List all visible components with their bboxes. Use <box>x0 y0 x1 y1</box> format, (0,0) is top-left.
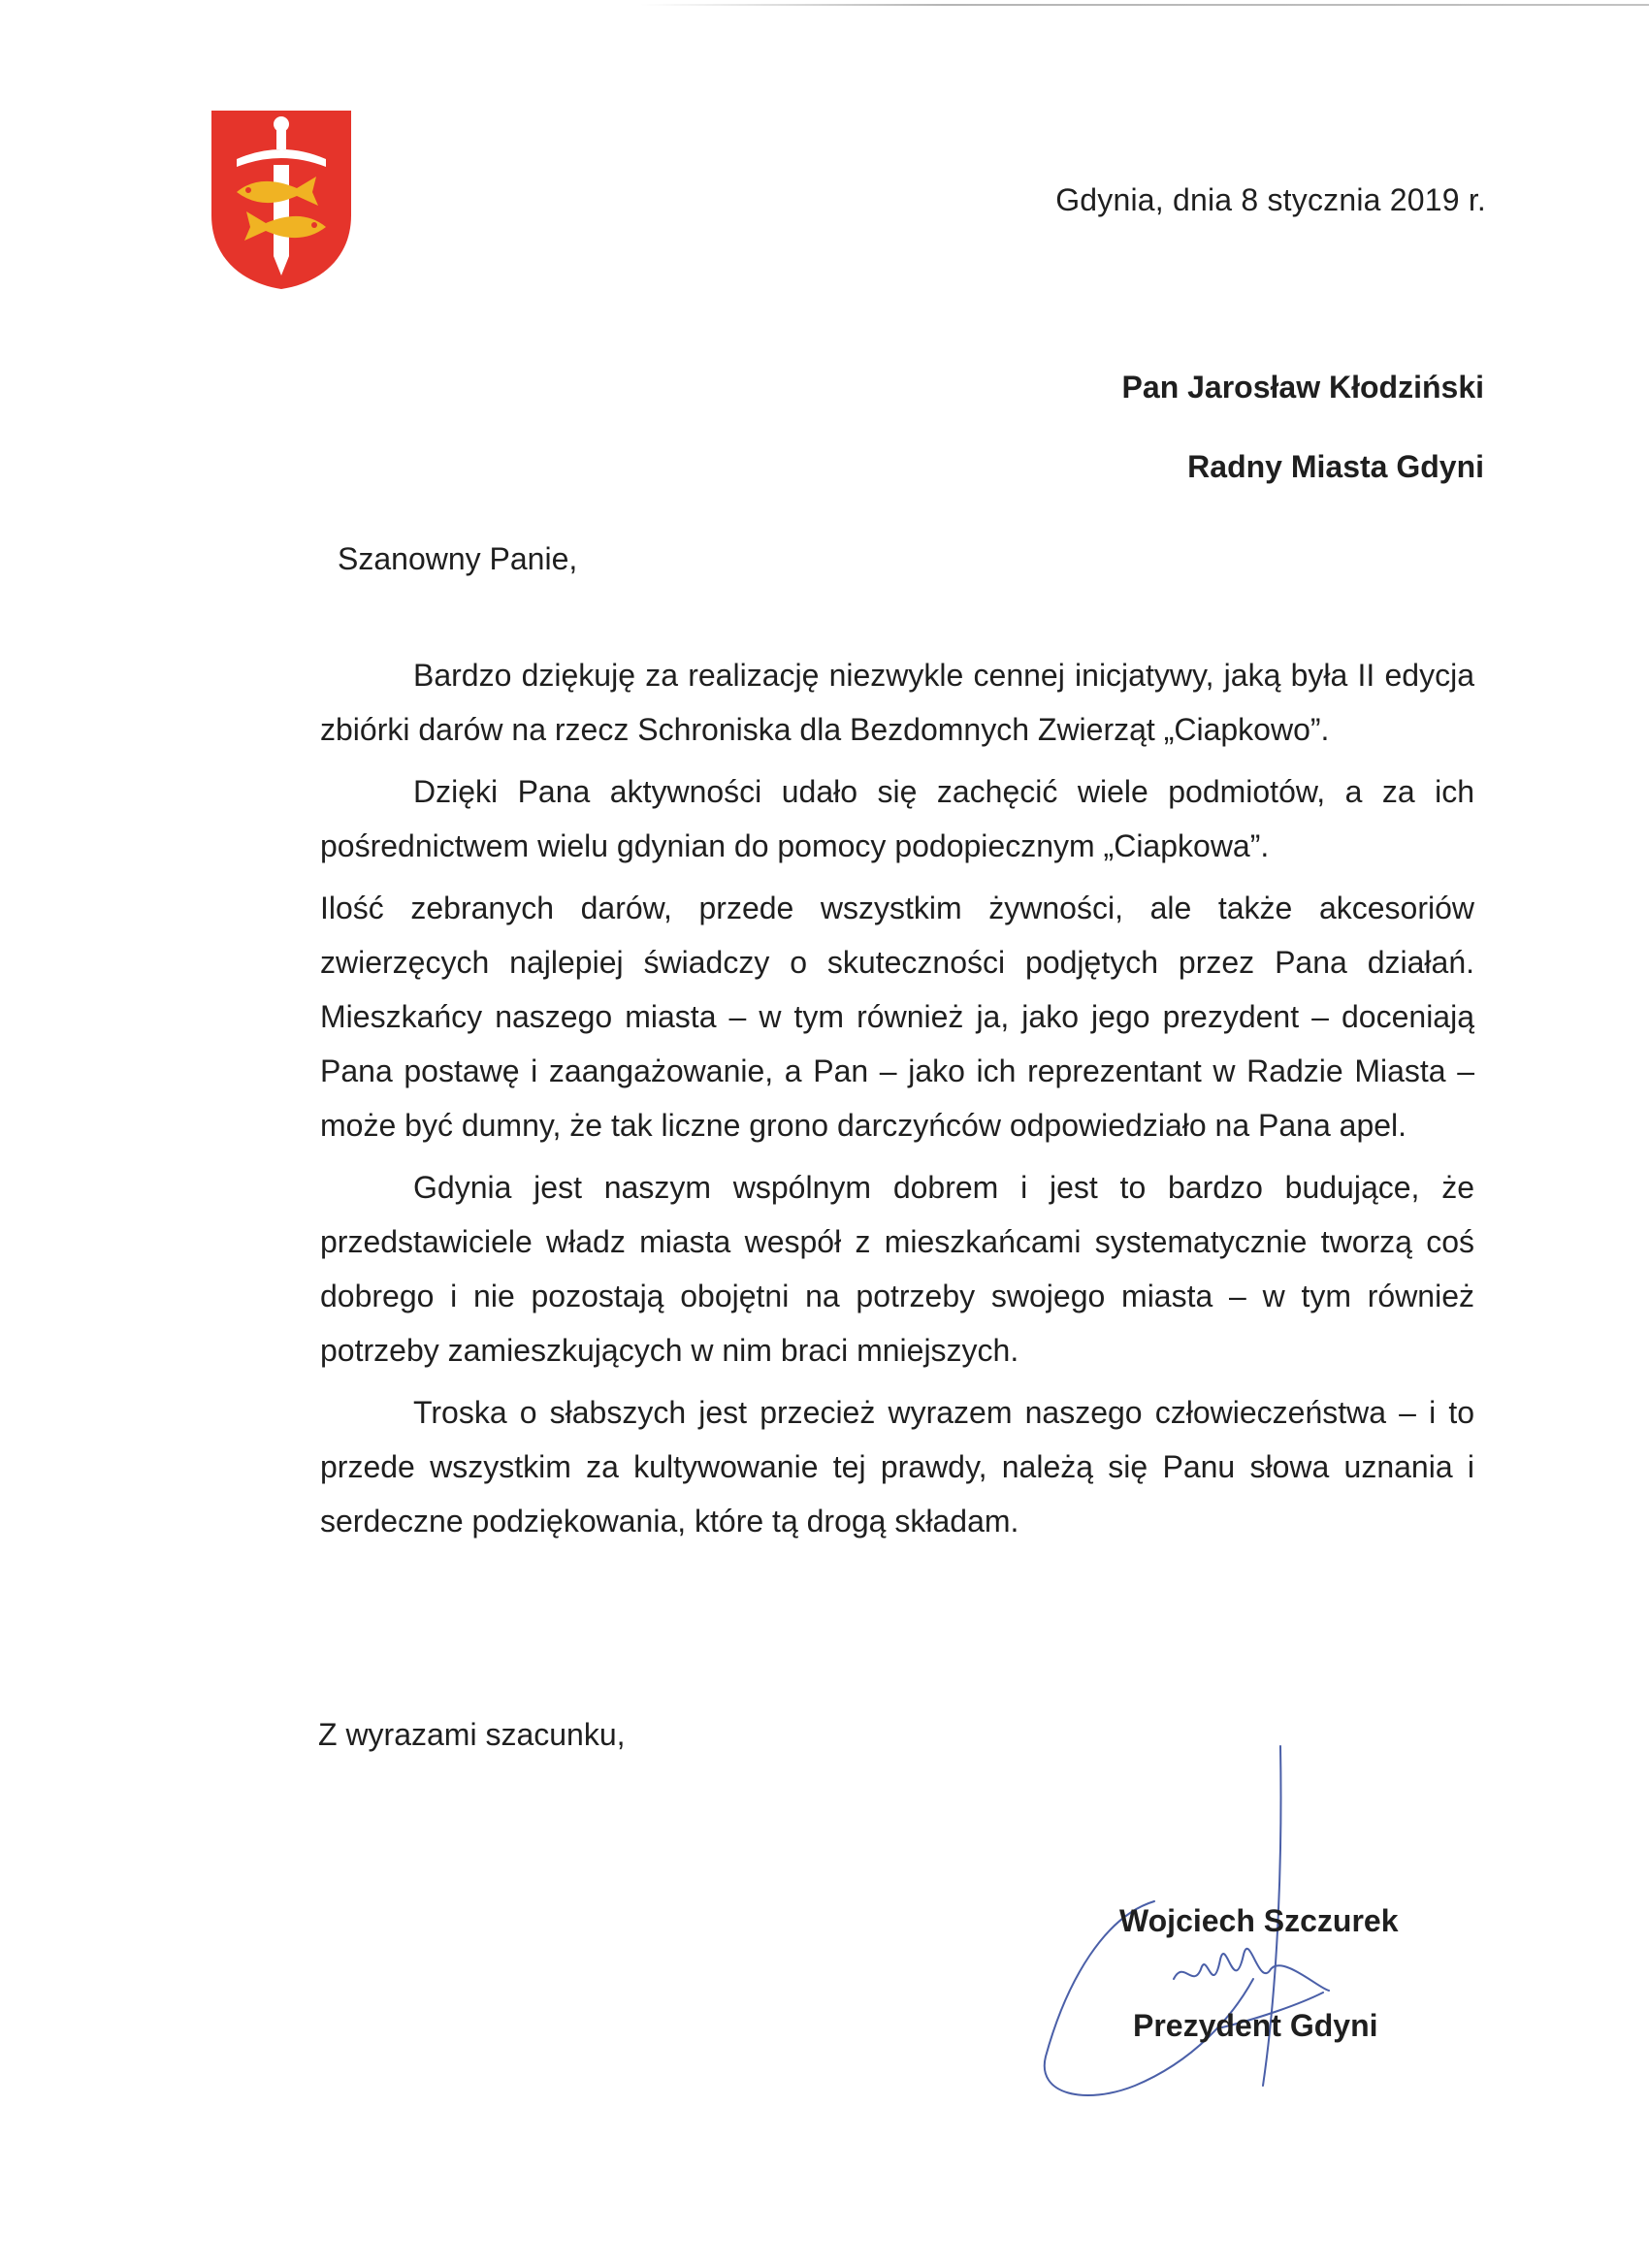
recipient-role: Radny Miasta Gdyni <box>1187 449 1484 484</box>
signer-name: Wojciech Szczurek <box>1119 1903 1399 1938</box>
letter-closing: Z wyrazami szacunku, <box>318 1717 626 1752</box>
recipient-name: Pan Jarosław Kłodziński <box>1121 370 1484 405</box>
body-paragraph: Bardzo dziękuję za realizację niezwykle cennej inicjatywy, jaką była II edycja zbiórki darów na rzecz Schroniska dla Bezdomnych Zwierząt „Ciapkowo”. <box>320 658 1474 747</box>
body-paragraph: Troska o słabszych jest przecież wyrazem naszego człowieczeństwa – i to przede wszystkim za kultywowanie tej prawdy, należą się Panu słowa uznania i serdeczne podziękowania, które tą drogą składam. <box>320 1395 1474 1539</box>
recipient-block <box>1122 347 1484 506</box>
signature-block <box>1028 1736 1455 2105</box>
body-paragraph: Dzięki Pana aktywności udało się zachęcić wiele podmiotów, a za ich pośrednictwem wielu gdynian do pomocy podopiecznym „Ciapkowa”. <box>320 774 1474 863</box>
gdynia-coat-of-arms-icon <box>211 111 351 289</box>
body-paragraph: Ilość zebranych darów, przede wszystkim żywności, ale także akcesoriów zwierzęcych najlepiej świadczy o skuteczności podjętych przez Pana działań. Mieszkańcy naszego miasta – w tym również ja, jako jego prezydent – doceniają Pana postawę i zaangażowanie, a Pan – jako ich reprezentant w Radzie Miasta – może być dumny, że tak liczne grono darczyńców odpowiedziało na Pana apel. <box>320 891 1474 1143</box>
letter-body <box>320 648 1474 1556</box>
letter-date: Gdynia, dnia 8 stycznia 2019 r. <box>1055 182 1486 217</box>
scan-edge-line <box>640 4 1649 6</box>
signer-title: Prezydent Gdyni <box>1133 2008 1378 2043</box>
body-paragraph: Gdynia jest naszym wspólnym dobrem i jest to bardzo budujące, że przedstawiciele władz miasta wespół z mieszkańcami systematycznie tworzą coś dobrego i nie pozostają obojętni na potrzeby swojego miasta – w tym również potrzeby zamieszkujących w nim braci mniejszych. <box>320 1170 1474 1368</box>
letter-greeting: Szanowny Panie, <box>338 541 578 576</box>
